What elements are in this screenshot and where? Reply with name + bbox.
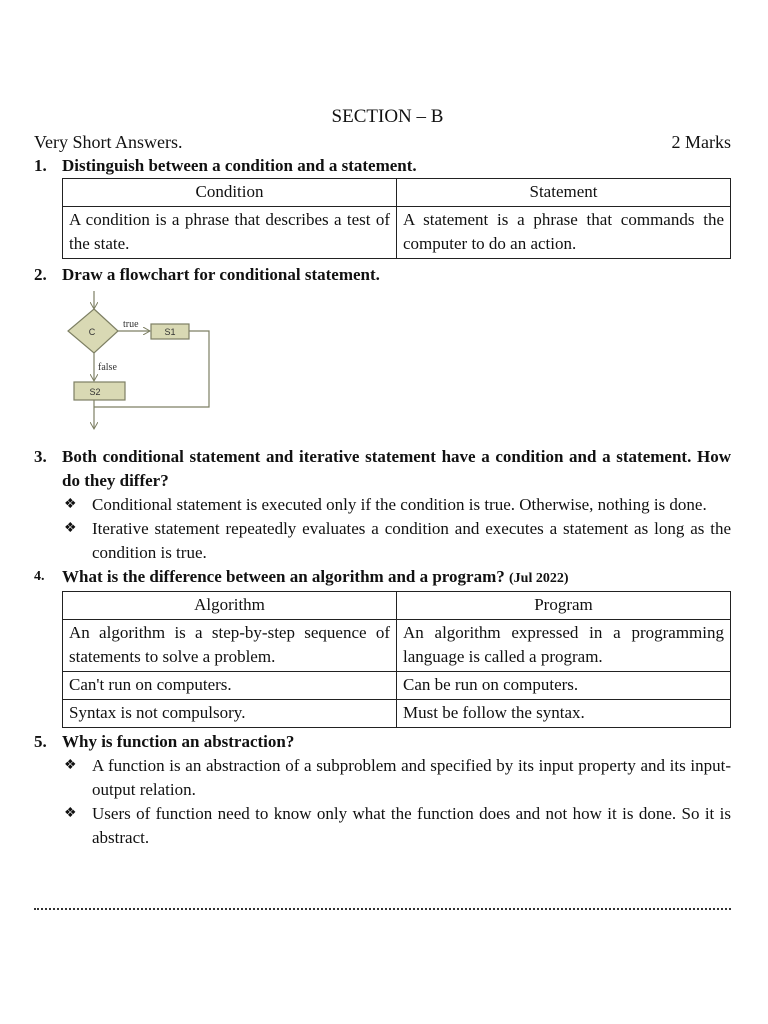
table-header-row — [63, 592, 731, 620]
answer-list — [34, 493, 731, 565]
table-header: Statement — [397, 179, 731, 207]
table-header-row — [63, 179, 731, 207]
question-3 — [34, 445, 731, 493]
table-header: Program — [397, 592, 731, 620]
question-number: 2. — [34, 265, 47, 284]
table-cell: Syntax is not compulsory. — [63, 700, 397, 728]
table-cell: Can be run on computers. — [397, 672, 731, 700]
question-text: Both conditional statement and iterative statement have a condition and a statement. How do they differ? — [62, 447, 731, 490]
question-text: Distinguish between a condition and a statement. — [62, 156, 417, 175]
question-1 — [34, 154, 731, 178]
table-cell: An algorithm expressed in a programming language is called a program. — [397, 620, 731, 672]
list-item — [62, 493, 731, 517]
condition-statement-table — [62, 178, 731, 259]
list-item-text: Conditional statement is executed only if the condition is true. Otherwise, nothing is done. — [92, 495, 707, 514]
table-header: Algorithm — [63, 592, 397, 620]
algorithm-program-table — [62, 591, 731, 728]
decision-label: C — [88, 327, 96, 337]
subheading-left: Very Short Answers. — [34, 132, 183, 152]
dotted-divider — [34, 908, 731, 910]
table-cell: A statement is a phrase that commands the computer to do an action. — [397, 207, 731, 259]
list-item-text: Iterative statement repeatedly evaluates a condition and executes a statement as long as the condition is true. — [92, 519, 731, 562]
list-item — [62, 517, 731, 565]
flowchart-diagram — [62, 289, 222, 435]
question-text-main: What is the difference between an algorithm and a program? — [62, 567, 505, 586]
question-number: 5. — [34, 732, 47, 751]
bullet-icon: ❖ — [64, 497, 77, 512]
exam-tag: (Jul 2022) — [509, 571, 569, 586]
subheading — [34, 130, 731, 154]
question-text — [62, 565, 731, 591]
s1-label: S1 — [164, 327, 176, 337]
answer-list — [34, 754, 731, 850]
bullet-icon: ❖ — [64, 806, 77, 821]
marks-label: 2 Marks — [671, 132, 731, 152]
false-label: false — [98, 362, 117, 373]
list-item — [62, 802, 731, 850]
question-2 — [34, 263, 731, 287]
table-cell: Must be follow the syntax. — [397, 700, 731, 728]
table-row — [63, 672, 731, 700]
question-4 — [34, 565, 731, 591]
question-number: 3. — [34, 447, 47, 466]
question-number: 1. — [34, 156, 47, 175]
true-label: true — [123, 319, 139, 330]
question-text: Why is function an abstraction? — [62, 732, 295, 751]
list-item-text: A function is an abstraction of a subproblem and specified by its input property and its input-output relation. — [92, 756, 731, 799]
worksheet-page — [34, 104, 731, 850]
list-item — [62, 754, 731, 802]
bullet-icon: ❖ — [64, 521, 77, 536]
table-cell: An algorithm is a step-by-step sequence of statements to solve a problem. — [63, 620, 397, 672]
bullet-icon: ❖ — [64, 758, 77, 773]
table-header: Condition — [63, 179, 397, 207]
table-row — [63, 207, 731, 259]
list-item-text: Users of function need to know only what the function does and not how it is done. So it is abstract. — [92, 804, 731, 847]
question-5 — [34, 730, 731, 754]
table-cell: A condition is a phrase that describes a test of the state. — [63, 207, 397, 259]
question-number: 4. — [34, 569, 45, 584]
table-row — [63, 700, 731, 728]
flowchart — [62, 289, 731, 437]
s2-label: S2 — [89, 387, 101, 397]
table-row — [63, 620, 731, 672]
question-text: Draw a flowchart for conditional statement. — [62, 265, 380, 284]
section-title: SECTION – B — [331, 106, 444, 127]
table-cell: Can't run on computers. — [63, 672, 397, 700]
